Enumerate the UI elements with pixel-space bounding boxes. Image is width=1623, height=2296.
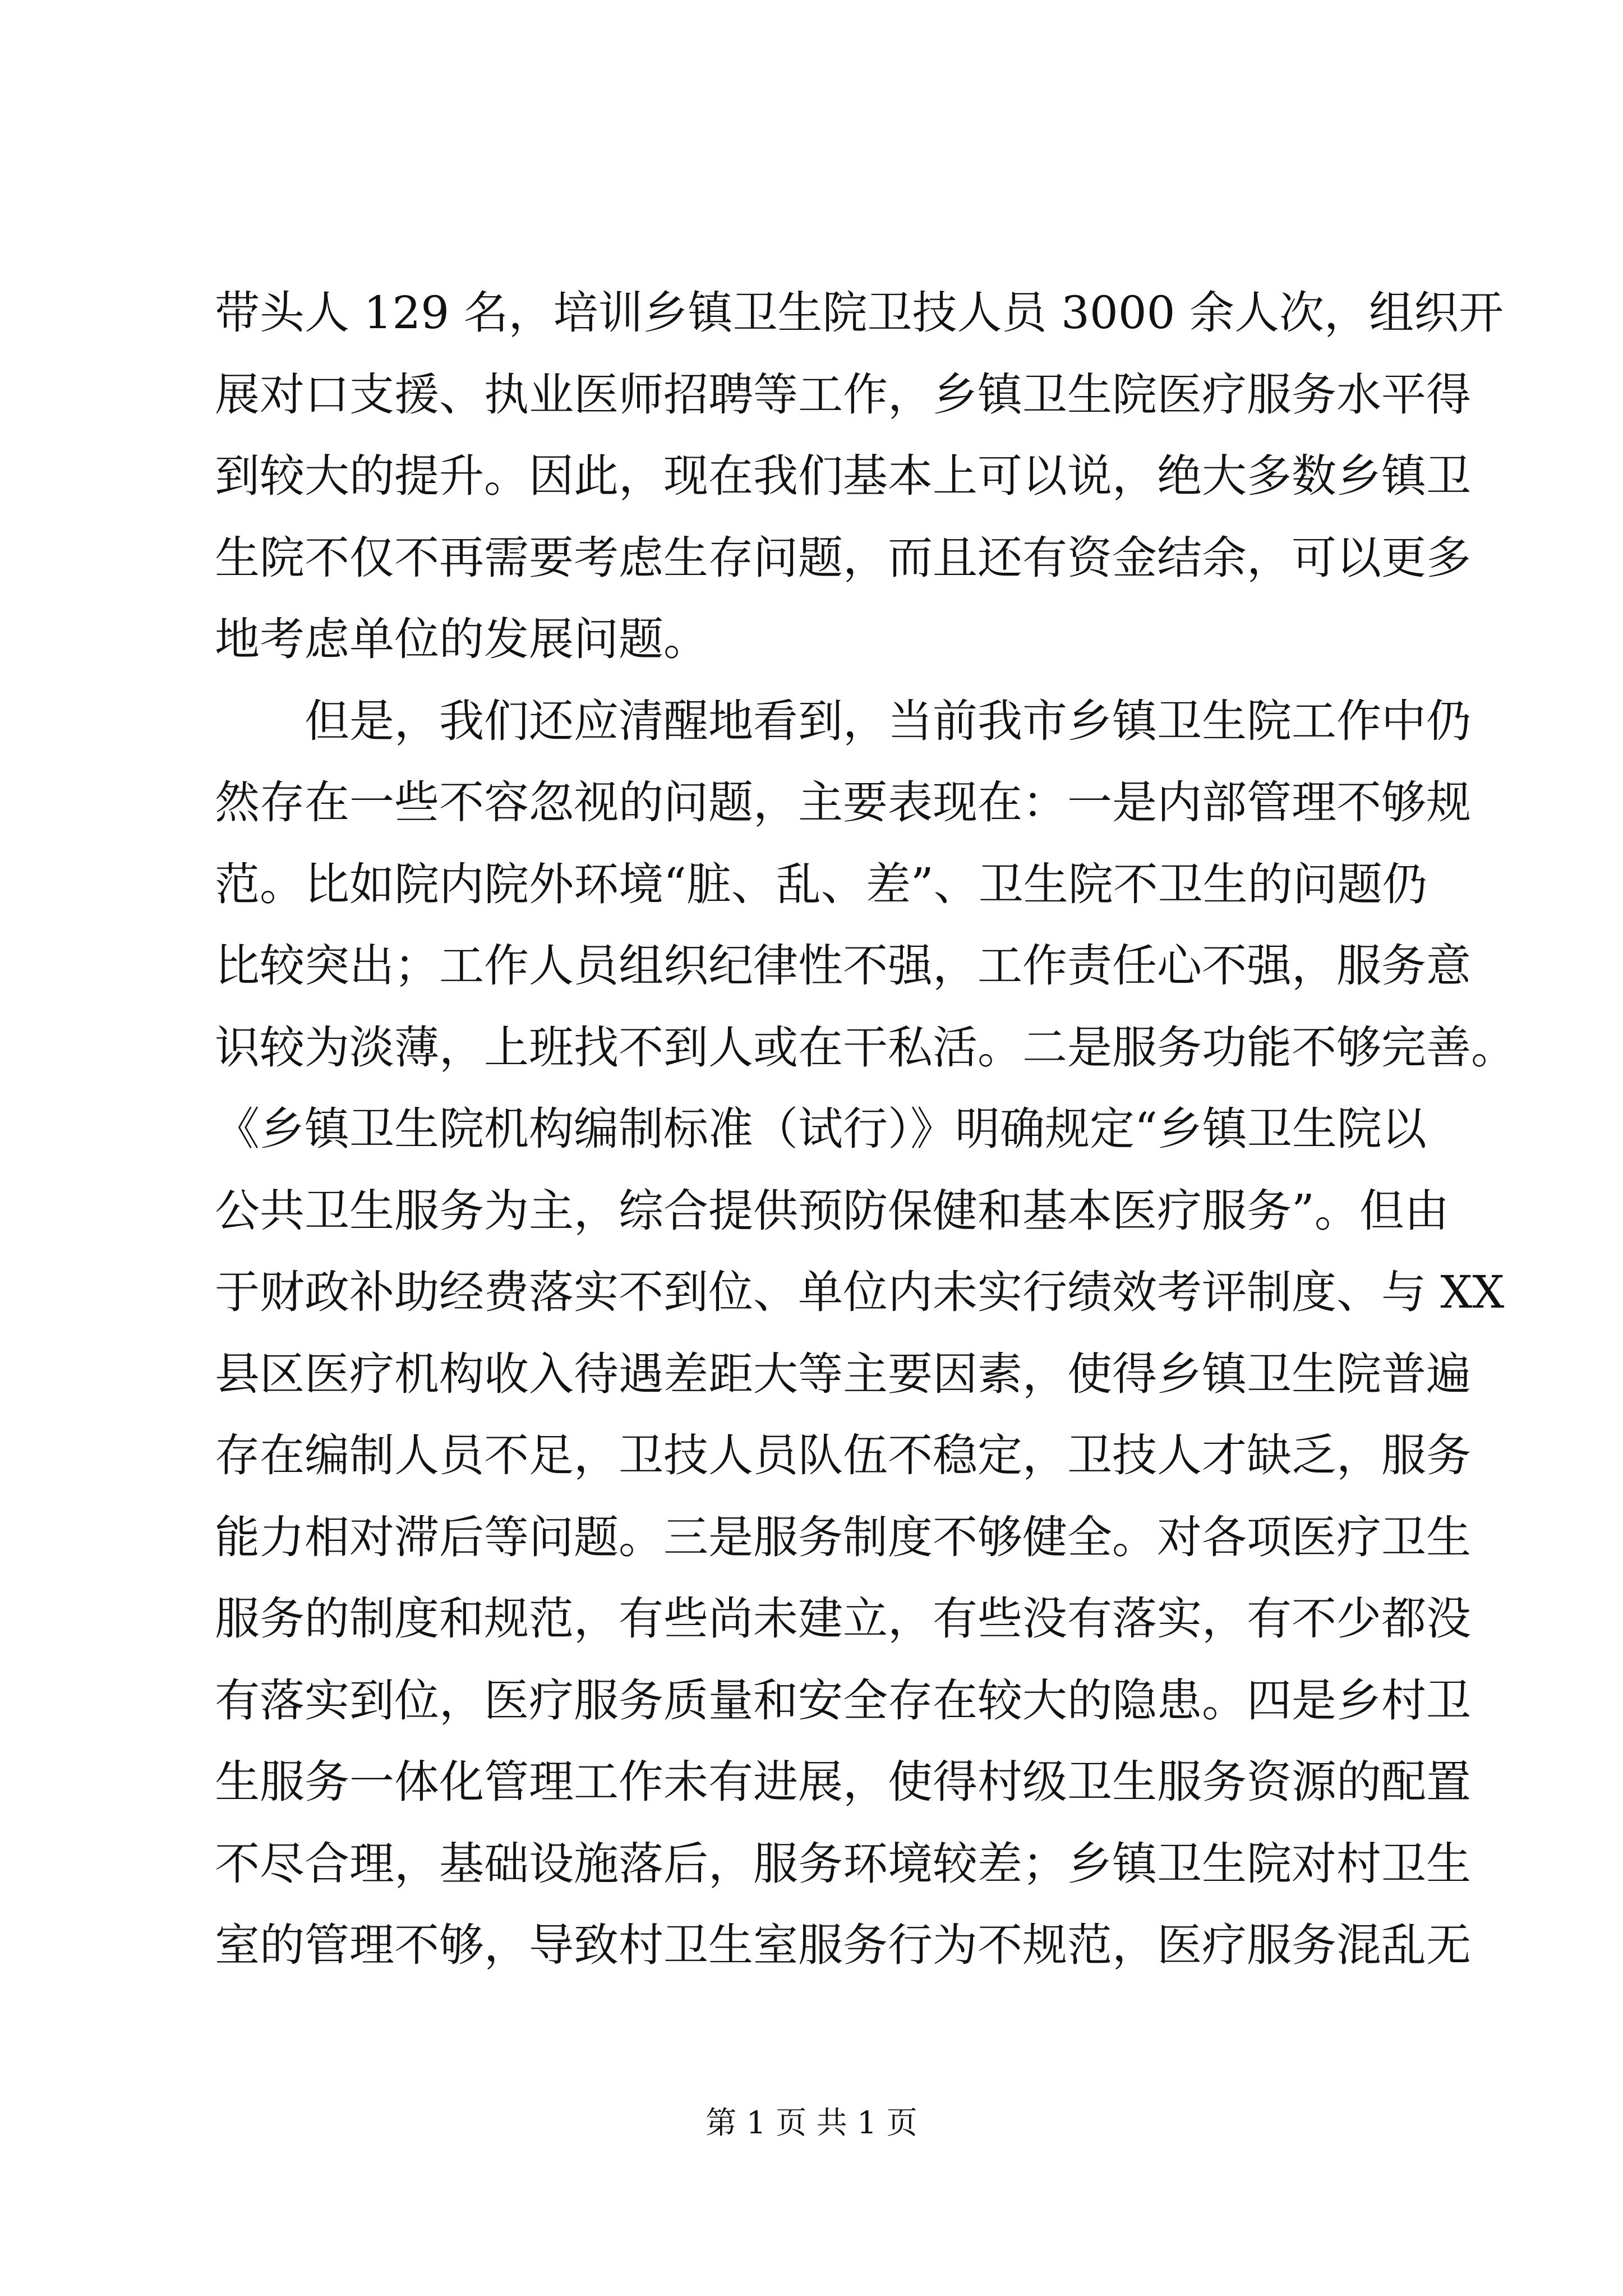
page-footer: [0, 2100, 1623, 2145]
text-line: 于财政补助经费落实不到位、单位内未实行绩效考评制度、与 XX: [215, 1266, 1505, 1318]
text-line: 《乡镇卫生院机构编制标准（试行）》明确规定“乡镇卫生院以: [215, 1103, 1427, 1155]
text-line: 地考虑单位的发展问题。: [215, 613, 708, 665]
text-line: 有落实到位，医疗服务质量和安全存在较大的隐患。四是乡村卫: [215, 1674, 1471, 1727]
text-line: 室的管理不够，导致村卫生室服务行为不规范，医疗服务混乱无: [215, 1919, 1471, 1971]
text-line: 范。比如院内院外环境“脏、乱、差”、卫生院不卫生的问题仍: [215, 858, 1427, 910]
text-line: 识较为淡薄，上班找不到人或在干私活。二是服务功能不够完善。: [215, 1021, 1516, 1074]
text-line: 展对口支援、执业医师招聘等工作，乡镇卫生院医疗服务水平得: [215, 368, 1471, 421]
text-line: 公共卫生服务为主，综合提供预防保健和基本医疗服务”。但由: [215, 1184, 1449, 1237]
text-line: 县区医疗机构收入待遇差距大等主要因素，使得乡镇卫生院普遍: [215, 1347, 1471, 1400]
body-text: [215, 272, 1516, 1986]
text-line: 生服务一体化管理工作未有进展，使得村级卫生服务资源的配置: [215, 1756, 1471, 1808]
text-line: 不尽合理，基础设施落后，服务环境较差；乡镇卫生院对村卫生: [215, 1837, 1471, 1890]
text-line: 比较突出；工作人员组织纪律性不强，工作责任心不强，服务意: [215, 940, 1471, 992]
text-line: 到较大的提升。因此，现在我们基本上可以说，绝大多数乡镇卫: [215, 450, 1471, 502]
text-line: 生院不仅不再需要考虑生存问题，而且还有资金结余，可以更多: [215, 531, 1471, 584]
text-line: 但是，我们还应清醒地看到，当前我市乡镇卫生院工作中仍: [305, 694, 1471, 747]
text-line: 然存在一些不容忽视的问题，主要表现在：一是内部管理不够规: [215, 776, 1471, 829]
text-line: 能力相对滞后等问题。三是服务制度不够健全。对各项医疗卫生: [215, 1511, 1471, 1563]
text-line: 带头人 129 名，培训乡镇卫生院卫技人员 3000 余人次，组织开: [215, 287, 1504, 339]
page-number-label: 第 1 页 共 1 页: [706, 2105, 917, 2141]
text-line: 服务的制度和规范，有些尚未建立，有些没有落实，有不少都没: [215, 1593, 1471, 1645]
text-line: 存在编制人员不足，卫技人员队伍不稳定，卫技人才缺乏，服务: [215, 1429, 1471, 1481]
